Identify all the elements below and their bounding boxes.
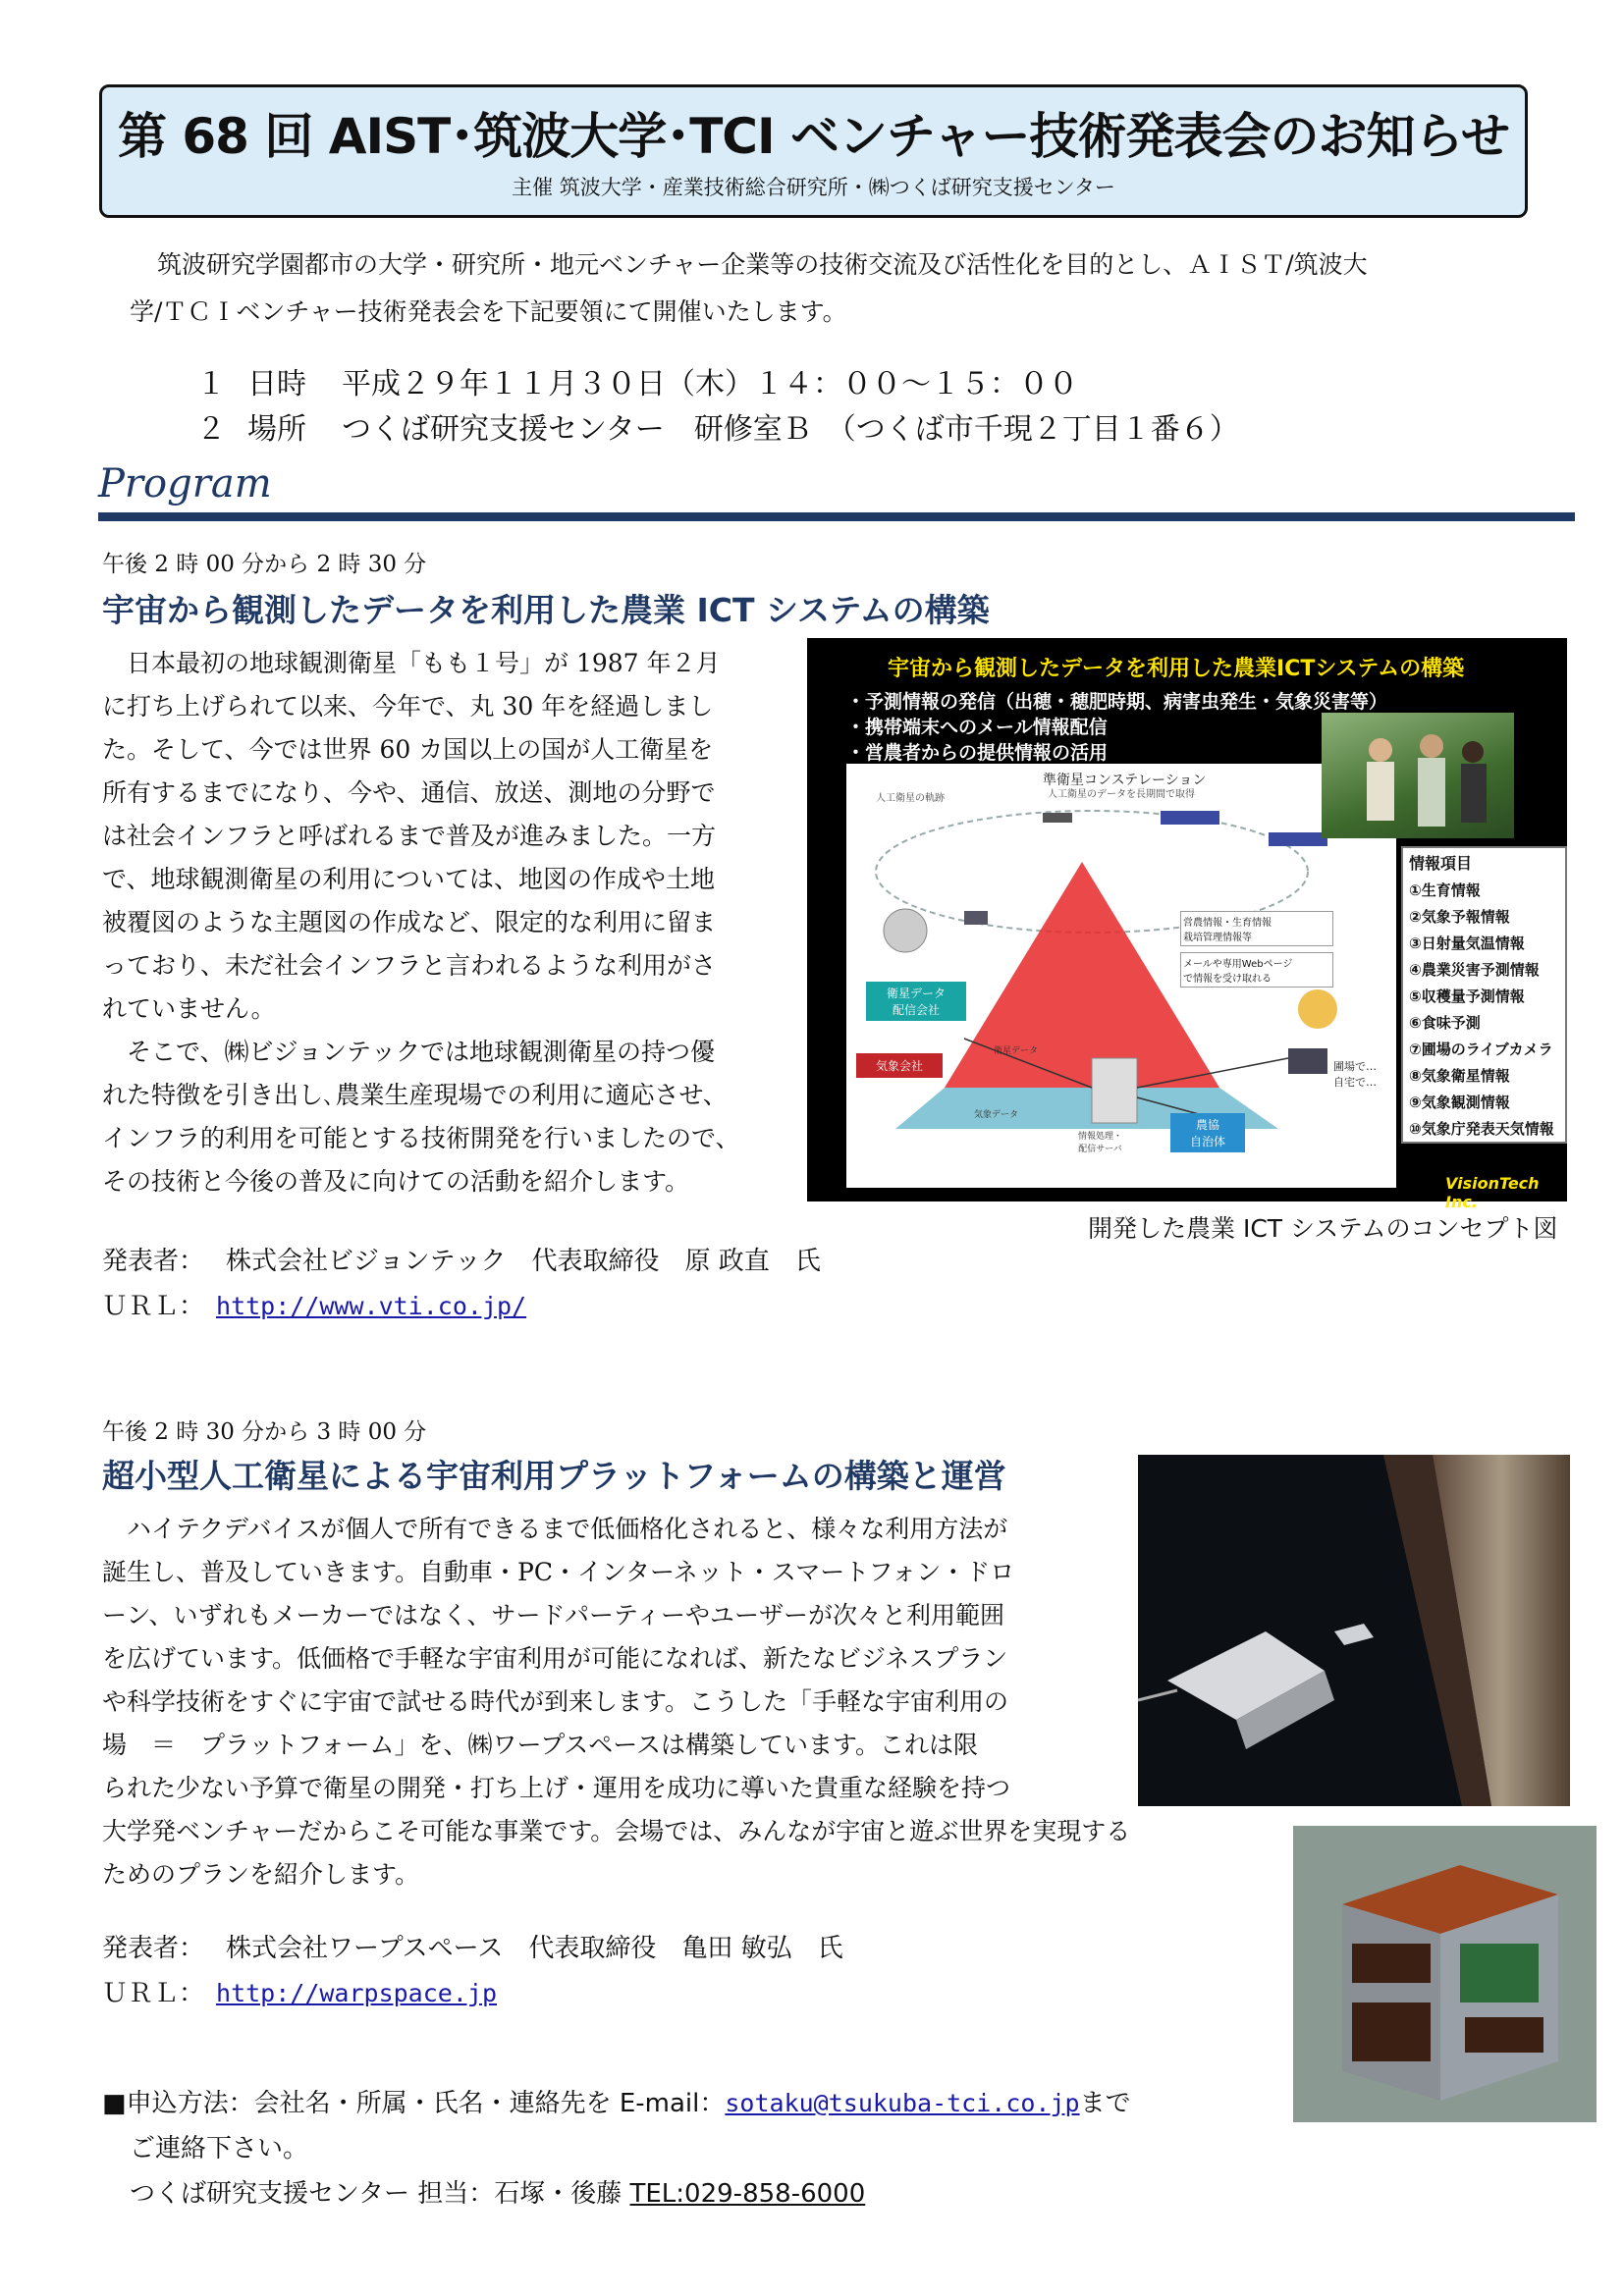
farmers-photo	[1322, 713, 1514, 838]
organizers: 主催 筑波大学・産業技術総合研究所・㈱つくば研究支援センター	[512, 176, 1115, 199]
info-item: ⑤収穫量予測情報	[1409, 988, 1525, 1005]
s1-line: れていません。	[102, 994, 276, 1023]
concept-figure	[807, 638, 1567, 1211]
detail-datetime: １ 日時 平成２９年１１月３０日（木）１４：００～１５：００	[196, 367, 1078, 401]
info-item: ⑩気象庁発表天気情報	[1409, 1120, 1554, 1138]
intro-line-2: 学/ＴＣＩベンチャー技術発表会を下記要領にて開催いたします。	[130, 297, 847, 326]
s1-line: は社会インフラと呼ばれるまで普及が進みました。一方	[102, 822, 717, 850]
field-label: 圃場で… 自宅で…	[1333, 1060, 1377, 1089]
visiontech-logo: VisionTech Inc.	[1445, 1174, 1540, 1211]
intro-line-1: 筑波研究学園都市の大学・研究所・地元ベンチャー企業等の技術交流及び活性化を目的とし、ＡＩＳＴ/筑波大	[157, 250, 1368, 279]
constellation-sub: 人工衛星のデータを長期間で取得	[1048, 789, 1195, 800]
farm-info-box: 営農情報・生育情報 栽培管理情報等	[1180, 911, 1333, 946]
s1-line: っており、未だ社会インフラと言われるような利用がさ	[102, 951, 717, 980]
s1-line: 所有するまでになり、今や、通信、放送、測地の分野で	[102, 778, 716, 807]
section-1-time: 午後 2 時 00 分から 2 時 30 分	[102, 552, 427, 577]
data-company-box: 衛星データ 配信会社	[866, 982, 966, 1021]
section-1-title: 宇宙から観測したデータを利用した農業 ICT システムの構築	[102, 591, 990, 629]
info-item: ⑦圃場のライブカメラ	[1409, 1041, 1553, 1058]
satellite-data-label: 衛星データ	[994, 1046, 1039, 1056]
info-item: ④農業災害予測情報	[1409, 961, 1540, 979]
constellation-label: 準衛星コンステレーション	[1043, 773, 1207, 788]
s2-line: られた少ない予算で衛星の開発・打ち上げ・運用を成功に導いた貴重な経験を持つ	[102, 1774, 1011, 1802]
s2-line: ためのプランを紹介します。	[102, 1860, 420, 1889]
cubesat-photo	[1293, 1826, 1597, 2122]
s1-line: その技術と今後の普及に向けての活動を紹介します。	[102, 1167, 690, 1196]
application-line-3: つくば研究支援センター 担当：石塚・後藤 TEL:029-858-6000	[130, 2179, 866, 2209]
section-1-url-link[interactable]: http://www.vti.co.jp/	[216, 1292, 527, 1320]
s2-line: を広げています。低価格で手軽な宇宙利用が可能になれば、新たなビジネスプラン	[102, 1644, 1008, 1673]
server-label: 情報処理・ 配信サーバ	[1078, 1132, 1123, 1154]
concept-bullet: ・予測情報の発信（出穂・穂肥時期、病害虫発生・気象災害等）	[846, 691, 1388, 713]
farmers-graphic	[1322, 713, 1514, 838]
info-item: ②気象予報情報	[1409, 908, 1510, 926]
weather-company-box: 気象会社	[856, 1053, 943, 1078]
section-2-presenter: 発表者： 株式会社ワープスペース 代表取締役 亀田 敏弘 氏	[102, 1934, 843, 1963]
satellite-photo	[1138, 1455, 1570, 1806]
section-2-url-row: ＵＲＬ： http://warpspace.jp	[102, 1979, 497, 2008]
jakyo-box: 農協 自治体	[1170, 1113, 1245, 1152]
info-items-list	[1401, 846, 1567, 1144]
section-2-body	[102, 1508, 1130, 1896]
cubesat-graphic	[1293, 1826, 1597, 2122]
application-line-1: ■申込方法：会社名・所属・氏名・連絡先を E-mail：sotaku@tsukuba-tci.co.jpまで	[102, 2089, 1131, 2118]
detail-venue: ２ 場所 つくば研究支援センター 研修室Ｂ （つくば市千現２丁目１番６）	[196, 412, 1239, 447]
info-item: ⑥食味予測	[1409, 1014, 1481, 1032]
s1-line: インフラ的利用を可能とする技術開発を行いましたので、	[102, 1124, 740, 1152]
s1-line: 被覆図のような主題図の作成など、限定的な利用に留ま	[102, 908, 717, 936]
section-1-body	[102, 642, 789, 1203]
section-1-url-row: ＵＲＬ： http://www.vti.co.jp/	[102, 1292, 527, 1321]
page-title: 第 68 回 AIST･筑波大学･TCI ベンチャー技術発表会のお知らせ	[117, 108, 1510, 165]
s2-line: や科学技術をすぐに宇宙で試せる時代が到来します。こうした「手軽な宇宙利用の	[102, 1687, 1009, 1716]
concept-bullet: ・営農者からの提供情報の活用	[846, 742, 1109, 764]
info-heading: 情報項目	[1409, 854, 1473, 873]
weather-data-label: 気象データ	[974, 1110, 1019, 1120]
section-1-presenter: 発表者： 株式会社ビジョンテック 代表取締役 原 政直 氏	[102, 1247, 821, 1276]
s1-line: に打ち上げられて以来、今年で、丸 30 年を経過しまし	[102, 692, 714, 721]
s2-line: ハイテクデバイスが個人で所有できるまで低価格化されると、様々な利用方法が	[127, 1515, 1008, 1543]
s1-line: で、地球観測衛星の利用については、地図の作成や土地	[102, 865, 716, 893]
satellite-graphic	[1138, 1455, 1570, 1806]
header-box	[99, 84, 1528, 218]
program-divider	[98, 512, 1575, 521]
concept-title: 宇宙から観測したデータを利用した農業ICTシステムの構築	[888, 657, 1465, 681]
info-item: ③日射量気温情報	[1409, 934, 1525, 952]
tel-number[interactable]: TEL:029-858-6000	[629, 2179, 866, 2209]
s2-line: 大学発ベンチャーだからこそ可能な事業です。会場では、みんなが宇宙と遊ぶ世界を実現する	[102, 1817, 1131, 1845]
info-item: ⑧気象衛星情報	[1409, 1067, 1510, 1085]
email-link[interactable]: sotaku@tsukuba-tci.co.jp	[725, 2089, 1080, 2117]
application-line-2: ご連絡下さい。	[130, 2134, 309, 2163]
concept-bullet: ・携帯端末へのメール情報配信	[846, 717, 1108, 738]
concept-diagram	[846, 764, 1396, 1188]
info-item: ⑨気象観測情報	[1409, 1094, 1510, 1111]
mail-info-box: メールや専用Webページ で情報を受け取れる	[1180, 952, 1333, 988]
section-2-url-link[interactable]: http://warpspace.jp	[216, 1979, 497, 2007]
concept-caption: 開発した農業 ICT システムのコンセプト図	[1088, 1214, 1558, 1243]
s2-line: ーン、いずれもメーカーではなく、サードパーティーやユーザーが次々と利用範囲	[102, 1601, 1005, 1629]
s1-line: れた特徴を引き出し､農業生産現場での利用に適応させ、	[102, 1081, 728, 1109]
s1-line: そこで、㈱ビジョンテックでは地球観測衛星の持つ優	[127, 1038, 716, 1066]
program-heading: Program	[98, 461, 272, 507]
section-2-title: 超小型人工衛星による宇宙利用プラットフォームの構築と運営	[102, 1457, 1006, 1495]
s1-line: た。そして、今では世界 60 カ国以上の国が人工衛星を	[102, 735, 714, 764]
s2-line: 誕生し、普及していきます。自動車・PC・インターネット・スマートフォン・ドロ	[102, 1558, 1015, 1586]
info-item: ①生育情報	[1409, 881, 1481, 899]
s2-line: 場 ＝ プラットフォーム」を、㈱ワープスペースは構築しています。これは限	[102, 1731, 979, 1759]
s1-line: 日本最初の地球観測衛星「もも１号」が 1987 年２月	[127, 649, 721, 677]
satellite-track-label: 人工衛星の軌跡	[876, 793, 945, 804]
section-2-time: 午後 2 時 30 分から 3 時 00 分	[102, 1419, 427, 1445]
